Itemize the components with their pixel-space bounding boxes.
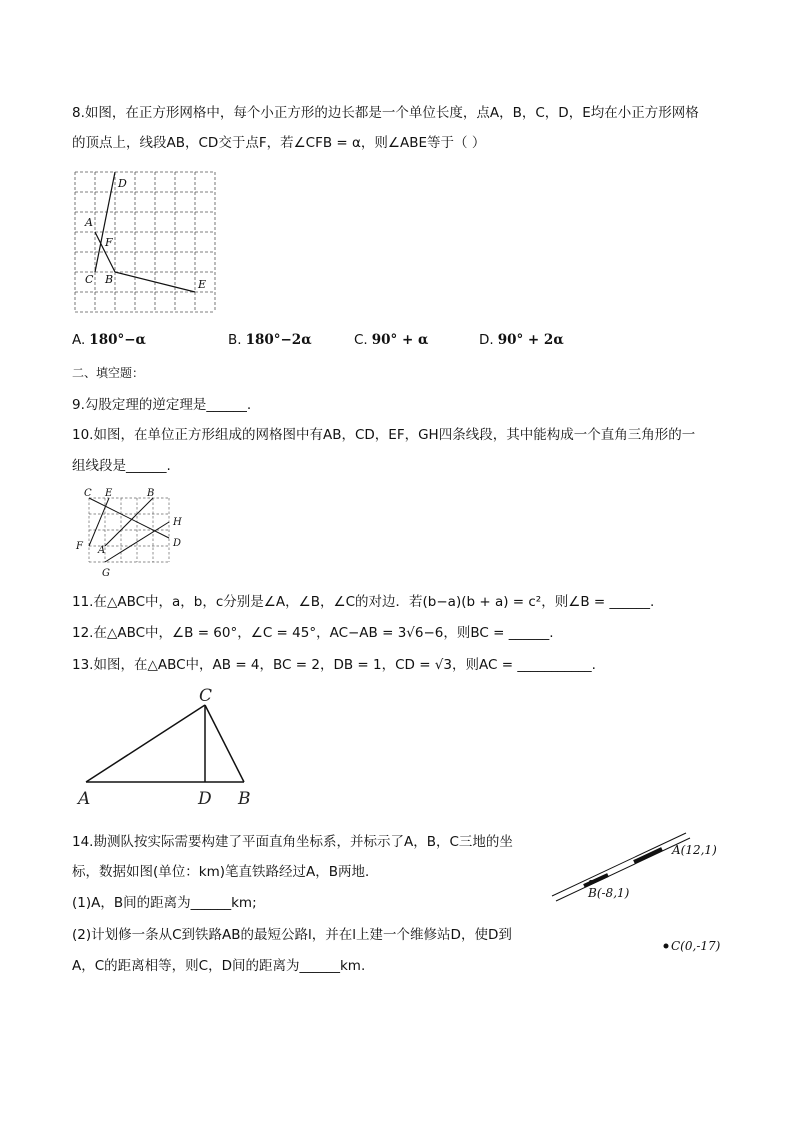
q11-text: 11.在△ABC中，a，b，c分别是∠A，∠B，∠C的对边．若(b−a)(b + a) = c²，则∠B = ______.	[72, 594, 655, 610]
q8-option-a[interactable]	[72, 332, 146, 348]
q8-grid-figure	[70, 168, 230, 314]
label-point-b: B(-8,1)	[588, 886, 630, 900]
segment-CD	[95, 172, 115, 272]
q9-text: 9.勾股定理的逆定理是______.	[72, 397, 252, 413]
q13-triangle-figure	[72, 686, 272, 810]
label-E: E	[105, 488, 113, 499]
section-heading: 二、填空题：	[72, 366, 145, 380]
label-point-a: A(12,1)	[672, 843, 717, 857]
q14-line4: (2)计划修一条从C到铁路AB的最短公路l，并在l上建一个维修站D，使D到	[72, 927, 512, 943]
q14-line2: 标，数据如图(单位：km)笔直铁路经过A，B两地．	[72, 864, 379, 880]
label-point-c: C(0,-17)	[671, 939, 721, 953]
option-value: 90° + 2α	[497, 332, 564, 348]
point-b-marker	[589, 880, 593, 884]
label-C: C	[199, 686, 213, 706]
label-B: B	[147, 488, 155, 499]
q8-option-b[interactable]	[228, 332, 312, 348]
label-D: D	[173, 538, 182, 549]
option-value: 180°−2α	[245, 332, 312, 348]
q14-railway-figure	[548, 826, 730, 968]
label-A: A	[98, 545, 106, 556]
segment-GH	[105, 522, 169, 562]
q8-option-d[interactable]	[479, 332, 564, 348]
option-label: D.	[479, 332, 494, 348]
option-label: C.	[354, 332, 368, 348]
q14-line3: (1)A，B间的距离为______km;	[72, 895, 257, 911]
label-F: F	[105, 236, 113, 249]
label-B: B	[238, 789, 251, 809]
segment-EF	[89, 498, 109, 546]
q8-line1: 8.如图，在正方形网格中，每个小正方形的边长都是一个单位长度，点A，B，C，D，E均在小正方形网格	[72, 105, 699, 121]
q12-text: 12.在△ABC中，∠B = 60°，∠C = 45°，AC−AB = 3√6−6，则BC = ______.	[72, 625, 554, 641]
option-label: A.	[72, 332, 86, 348]
q8-option-c[interactable]	[354, 332, 428, 348]
q10-line1: 10.如图，在单位正方形组成的网格图中有AB，CD，EF，GH四条线段，其中能构成一个直角三角形的一	[72, 427, 696, 443]
label-C: C	[85, 273, 94, 286]
option-value: 90° + α	[371, 332, 429, 348]
q10-line2: 组线段是______.	[72, 458, 171, 474]
label-A: A	[85, 216, 93, 229]
label-D: D	[198, 789, 212, 809]
point-c-marker	[664, 944, 669, 949]
q10-grid-figure	[74, 488, 194, 580]
label-B: B	[105, 273, 114, 286]
railway-thick-1	[584, 875, 608, 886]
option-value: 180°−α	[89, 332, 146, 348]
side-AC	[86, 705, 205, 782]
label-F: F	[76, 541, 83, 552]
label-C: C	[84, 488, 92, 499]
label-D: D	[118, 177, 127, 190]
q14-line5: A，C的距离相等，则C，D间的距离为______km.	[72, 958, 366, 974]
segment-AB	[105, 498, 153, 546]
option-label: B.	[228, 332, 242, 348]
label-H: H	[173, 517, 182, 528]
q8-line2: 的顶点上，线段AB，CD交于点F，若∠CFB = α，则∠ABE等于（ ）	[72, 135, 486, 151]
q14-line1: 14.勘测队按实际需要构建了平面直角坐标系，并标示了A，B，C三地的坐	[72, 834, 513, 850]
label-E: E	[198, 278, 207, 291]
q13-text: 13.如图，在△ABC中，AB = 4，BC = 2，DB = 1，CD = √3，则AC = ___________.	[72, 657, 596, 673]
label-G: G	[102, 568, 110, 579]
label-A: A	[78, 789, 91, 809]
side-BC	[205, 705, 244, 782]
